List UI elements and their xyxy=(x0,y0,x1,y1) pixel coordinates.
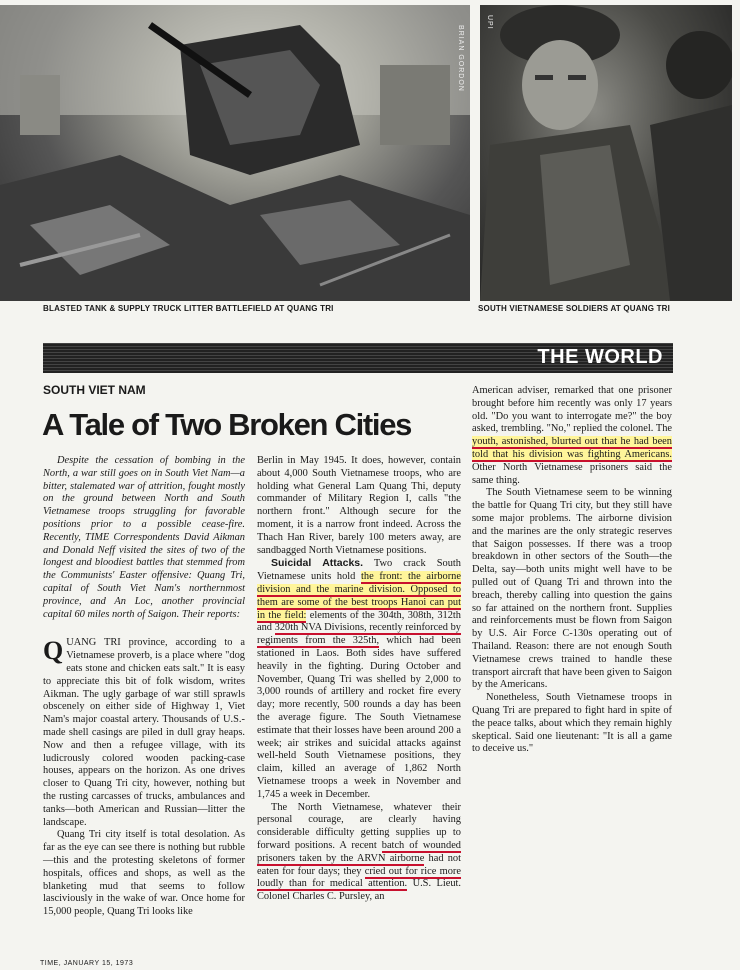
underlined-text: cried out for rice more loudly than for medical attention. xyxy=(257,865,461,890)
article-column-3 xyxy=(472,385,672,756)
paragraph-text: The North Vietnamese, whatever their personal courage, are clearly having considerable difficulty getting supplies up to forward positions. A recent xyxy=(257,801,461,851)
paragraph: Nonetheless, South Vietnamese troops in Quang Tri are prepared to fight hard in spite of the peace talks, about which they remain highly skeptical. Said one lieutenant: "It is all a game to deceive us." xyxy=(472,692,672,755)
paragraph-text: U.S. Lieut. Colonel Charles C. Pursley, an xyxy=(257,878,462,903)
paragraph xyxy=(472,385,672,487)
battlefield-photo xyxy=(0,5,470,301)
paragraph xyxy=(257,557,461,801)
section-banner xyxy=(43,343,673,373)
underlined-text: batch of wounded prisoners taken by the ARVN airborne xyxy=(257,839,461,864)
photo-credit: BRIAN GORDON xyxy=(457,25,464,92)
photo-caption-left: BLASTED TANK & SUPPLY TRUCK LITTER BATTLEFIELD AT QUANG TRI xyxy=(43,304,334,313)
paragraph-text: province, according to a Vietnamese proverb, is a place where "dog eats stone and chicken eats salt." It is easy to appreciate this bit of folk wisdom, writes Aikman. The ugly garbage of war still sprawls obscenely on either side of Highway 1, Viet Nam's major coastal artery. Thousands of U.S.-made shell casings are piled in dull gray heaps. Now and then a refugee village, with its ludicrously colored wooden packing-case houses, appears on the horizon. As one drives closer to Quang Tri city, however, nothing but the rusting carcasses of trucks, ambulances and tanks—both American and Russian—litter the landscape. xyxy=(43,637,245,828)
lead-in: UANG TRI xyxy=(66,637,121,649)
paragraph: The South Vietnamese seem to be winning the battle for Quang Tri city, but they still have some major problems. The airborne division and the marines are the only strategic reserves that Saigon possesses. If there was a troop breakdown in other sectors of the South—the Delta, say—both units might well have to be pulled out of Quang Tri and thrown into the breach, thereby calling into question the gains so far attained on the northern front. Supplies and reinforcements must be flown from Saigon by U.S. Air Force C-130s operating out of Thailand. Reason: there are not enough South Vietnamese crews trained to handle these transport aircraft that have been given to Saigon by the Americans. xyxy=(472,487,672,691)
soldiers-photo xyxy=(480,5,732,301)
paragraph-text: American adviser, remarked that one prisoner brought before him recently was only 17 years old. "Do you want to interrogate me?" the boy asked, trembling. "No," replied the colonel. The xyxy=(472,385,672,435)
paragraph: Quang Tri city itself is total desolation. As far as the eye can see there is nothing but rubble—this and the protesting skeletons of former hospitals, offices and shops, as well as the blanketing mud that seems to follow lasciviously in the wake of war. Once home for 15,000 people, Quang Tri looks like xyxy=(43,829,245,918)
soldiers-photo-art xyxy=(480,5,732,301)
battlefield-photo-art xyxy=(0,5,470,301)
highlighted-text: youth, astonished, blurted out that he had been told that his division was fighting Americans. xyxy=(472,436,672,460)
article-column-2 xyxy=(257,455,461,904)
paragraph-text: Two crack South Vietnamese units hold xyxy=(257,558,461,583)
paragraph-text: which had been stationed in Laos. Both sides have suffered heavily in the fighting. During October and November, Quang Tri was shelled by 2,000 to 3,000 rounds of artillery and rocket fire every day; more recently, 500 rounds a day has been the average figure. The South Vietnamese estimate that their losses have been around 200 a week; air strikes and suicidal attacks against well-held South Vietnamese positions, they claim, killed an average of 1,862 North Vietnamese troops a week in November and 1,745 a week in December. xyxy=(257,635,461,800)
highlighted-text: the front: the airborne division and the marine division. Opposed to them are some of the best troops Hanoi can put in the field: xyxy=(257,571,461,621)
article-column-1 xyxy=(43,455,245,919)
paragraph-text: had not eaten for four days; they xyxy=(257,852,461,877)
photo-caption-right: SOUTH VIETNAMESE SOLDIERS AT QUANG TRI xyxy=(478,304,671,313)
page-footer: TIME, JANUARY 15, 1973 xyxy=(40,960,134,967)
paragraph: Berlin in May 1945. It does, however, contain about 4,000 South Vietnamese troops, who are holding what General Lam Quang Thi, deputy commander of Military Region I, calls "the northern front." Although secure for the moment, it is a narrow front indeed. Across the Thach Han River, barely 100 meters away, are sandbagged North Vietnamese positions. xyxy=(257,455,461,556)
paragraph xyxy=(43,637,245,829)
paragraph-text: Other North Vietnamese prisoners said the same thing. xyxy=(472,461,672,486)
article-headline: A Tale of Two Broken Cities xyxy=(42,407,412,442)
article-deck: Despite the cessation of bombing in the North, a war still goes on in South Viet Nam—a bitter, stalemated war of attrition, fought mostly on the ground between North and South Vietnamese troops struggling for favorable positions prior to a possible cease-fire. Recently, TIME Correspondents David Aikman and Donald Neff visited the sites of two of the longest and bloodiest battles that stemmed from the Communists' Easter offensive: Quang Tri, capital of South Viet Nam's northernmost province, and An Loc, another provincial capital 60 miles north of Saigon. Their reports: xyxy=(43,455,245,620)
underlined-text: 320th NVA Divisions, recently reinforced by regiments from the 325th, xyxy=(257,622,461,647)
photo-credit: UPI xyxy=(486,15,493,30)
section-label: SOUTH VIET NAM xyxy=(43,383,146,397)
paragraph-text: elements of the 304th, 308th, 312th and xyxy=(257,609,461,634)
paragraph xyxy=(257,802,461,904)
banner-title: THE WORLD xyxy=(537,346,663,368)
subhead: Suicidal Attacks. xyxy=(271,557,364,570)
drop-cap: Q xyxy=(43,636,64,666)
